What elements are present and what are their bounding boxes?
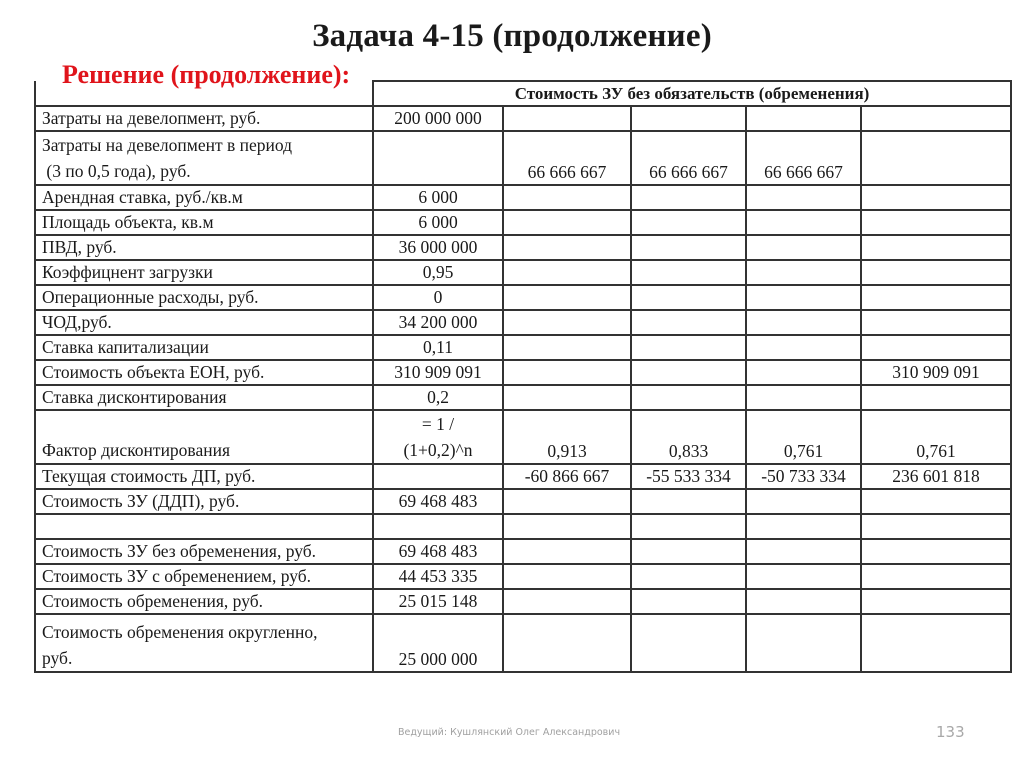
period-2-cell xyxy=(631,564,746,589)
table-row xyxy=(35,539,1011,564)
period-3-cell xyxy=(746,385,861,410)
period-2-cell xyxy=(631,285,746,310)
period-3-cell xyxy=(746,260,861,285)
period-4-cell xyxy=(861,285,1011,310)
period-2-cell xyxy=(631,210,746,235)
row-value-line2: (1+0,2)^n xyxy=(403,440,473,460)
table-row xyxy=(35,106,1011,131)
slide-title: Задача 4-15 (продолжение) xyxy=(312,18,712,54)
row-label: Арендная ставка, руб./кв.м xyxy=(35,185,373,210)
row-value: 6 000 xyxy=(373,210,503,235)
row-label: Стоимость ЗУ с обременением, руб. xyxy=(35,564,373,589)
period-3-cell xyxy=(746,489,861,514)
row-label: Стоимость ЗУ (ДДП), руб. xyxy=(35,489,373,514)
period-4-cell xyxy=(861,260,1011,285)
period-3-cell xyxy=(746,514,861,539)
row-value: 200 000 000 xyxy=(373,106,503,131)
period-3-cell xyxy=(746,310,861,335)
table-row xyxy=(35,335,1011,360)
period-1-cell xyxy=(503,564,631,589)
row-value: 34 200 000 xyxy=(373,310,503,335)
period-3-cell xyxy=(746,589,861,614)
period-2-cell xyxy=(631,310,746,335)
period-4-cell xyxy=(861,310,1011,335)
period-2-cell xyxy=(631,106,746,131)
period-1-cell xyxy=(503,589,631,614)
period-4-cell xyxy=(861,335,1011,360)
row-label-line1: Стоимость обременения округленно, xyxy=(42,622,318,642)
period-2-cell xyxy=(631,614,746,672)
period-1-cell xyxy=(503,310,631,335)
row-label: Площадь объекта, кв.м xyxy=(35,210,373,235)
period-1-cell xyxy=(503,185,631,210)
period-2-cell xyxy=(631,489,746,514)
row-value: 36 000 000 xyxy=(373,235,503,260)
table-row xyxy=(35,385,1011,410)
row-value: 69 468 483 xyxy=(373,539,503,564)
period-2-cell xyxy=(631,185,746,210)
period-4-cell: 310 909 091 xyxy=(861,360,1011,385)
row-label: Стоимость объекта ЕОН, руб. xyxy=(35,360,373,385)
footer-author: Ведущий: Кушлянский Олег Александрович xyxy=(398,727,621,738)
period-1-cell xyxy=(503,514,631,539)
period-4-cell xyxy=(861,131,1011,185)
period-2-cell xyxy=(631,335,746,360)
row-label: Ставка капитализации xyxy=(35,335,373,360)
row-label xyxy=(35,410,373,464)
period-4-cell: 236 601 818 xyxy=(861,464,1011,489)
row-label: Ставка дисконтирования xyxy=(35,385,373,410)
period-4-cell xyxy=(861,539,1011,564)
row-value: 0,95 xyxy=(373,260,503,285)
period-3-cell xyxy=(746,564,861,589)
period-2-cell xyxy=(631,514,746,539)
period-3-cell xyxy=(746,360,861,385)
table-row-empty xyxy=(35,514,1011,539)
row-value: 0 xyxy=(373,285,503,310)
table-row xyxy=(35,614,1011,672)
row-label: Стоимость обременения, руб. xyxy=(35,589,373,614)
row-value: 0,2 xyxy=(373,385,503,410)
period-4-cell xyxy=(861,210,1011,235)
period-2-cell xyxy=(631,385,746,410)
period-3-cell xyxy=(746,235,861,260)
period-1-cell xyxy=(503,285,631,310)
period-3-cell xyxy=(746,106,861,131)
row-value: 25 015 148 xyxy=(373,589,503,614)
period-1-cell xyxy=(503,385,631,410)
table-row xyxy=(35,210,1011,235)
period-2-cell: 0,833 xyxy=(631,410,746,464)
row-value xyxy=(373,410,503,464)
period-3-cell xyxy=(746,285,861,310)
period-1-cell xyxy=(503,360,631,385)
period-2-cell: -55 533 334 xyxy=(631,464,746,489)
period-2-cell xyxy=(631,260,746,285)
period-2-cell xyxy=(631,360,746,385)
period-1-cell xyxy=(503,260,631,285)
row-label xyxy=(35,131,373,185)
table-row xyxy=(35,131,1011,185)
table-row xyxy=(35,410,1011,464)
row-value: 44 453 335 xyxy=(373,564,503,589)
period-1-cell: -60 866 667 xyxy=(503,464,631,489)
period-3-cell xyxy=(746,614,861,672)
row-value-line1: = 1 / xyxy=(421,414,455,434)
row-label: ПВД, руб. xyxy=(35,235,373,260)
period-4-cell xyxy=(861,614,1011,672)
table-row xyxy=(35,310,1011,335)
table-row xyxy=(35,360,1011,385)
period-4-cell xyxy=(861,385,1011,410)
table-row xyxy=(35,235,1011,260)
period-3-cell xyxy=(746,335,861,360)
row-value: 0,11 xyxy=(373,335,503,360)
period-3-cell: 0,761 xyxy=(746,410,861,464)
row-label-line1: Затраты на девелопмент в период xyxy=(42,135,293,155)
period-3-cell: 66 666 667 xyxy=(746,131,861,185)
period-1-cell xyxy=(503,489,631,514)
row-label: Затраты на девелопмент, руб. xyxy=(35,106,373,131)
period-4-cell xyxy=(861,489,1011,514)
row-label-text: Фактор дисконтирования xyxy=(42,440,231,460)
period-3-cell xyxy=(746,539,861,564)
table-row xyxy=(35,564,1011,589)
period-4-cell xyxy=(861,589,1011,614)
row-value: 6 000 xyxy=(373,185,503,210)
period-2-cell: 66 666 667 xyxy=(631,131,746,185)
period-4-cell xyxy=(861,564,1011,589)
row-label: Коэффицнент загрузки xyxy=(35,260,373,285)
period-3-cell xyxy=(746,210,861,235)
table-row xyxy=(35,185,1011,210)
row-value: 25 000 000 xyxy=(373,614,503,672)
period-1-cell xyxy=(503,235,631,260)
row-value xyxy=(373,514,503,539)
row-label: Стоимость ЗУ без обременения, руб. xyxy=(35,539,373,564)
table-header: Стоимость ЗУ без обязательств (обременения) xyxy=(373,81,1011,106)
row-value xyxy=(373,131,503,185)
period-2-cell xyxy=(631,539,746,564)
period-1-cell: 66 666 667 xyxy=(503,131,631,185)
table-row xyxy=(35,260,1011,285)
period-1-cell xyxy=(503,106,631,131)
row-label xyxy=(35,614,373,672)
period-1-cell xyxy=(503,335,631,360)
period-2-cell xyxy=(631,235,746,260)
row-label: Операционные расходы, руб. xyxy=(35,285,373,310)
slide-subtitle: Решение (продолжение): xyxy=(62,60,351,89)
period-3-cell xyxy=(746,185,861,210)
page-number: 133 xyxy=(936,723,965,741)
row-label: Текущая стоимость ДП, руб. xyxy=(35,464,373,489)
period-1-cell xyxy=(503,210,631,235)
row-label-line2: руб. xyxy=(42,648,73,668)
row-value xyxy=(373,464,503,489)
row-value: 69 468 483 xyxy=(373,489,503,514)
period-4-cell xyxy=(861,106,1011,131)
table-row xyxy=(35,464,1011,489)
period-1-cell xyxy=(503,539,631,564)
calculation-table xyxy=(34,80,1012,673)
period-4-cell xyxy=(861,185,1011,210)
period-1-cell xyxy=(503,614,631,672)
table-row xyxy=(35,285,1011,310)
period-4-cell xyxy=(861,514,1011,539)
period-3-cell: -50 733 334 xyxy=(746,464,861,489)
period-4-cell xyxy=(861,235,1011,260)
table-row xyxy=(35,589,1011,614)
row-label-line2: (3 по 0,5 года), руб. xyxy=(42,161,191,181)
period-4-cell: 0,761 xyxy=(861,410,1011,464)
period-1-cell: 0,913 xyxy=(503,410,631,464)
period-2-cell xyxy=(631,589,746,614)
table-row xyxy=(35,489,1011,514)
row-label xyxy=(35,514,373,539)
row-value: 310 909 091 xyxy=(373,360,503,385)
row-label: ЧОД,руб. xyxy=(35,310,373,335)
